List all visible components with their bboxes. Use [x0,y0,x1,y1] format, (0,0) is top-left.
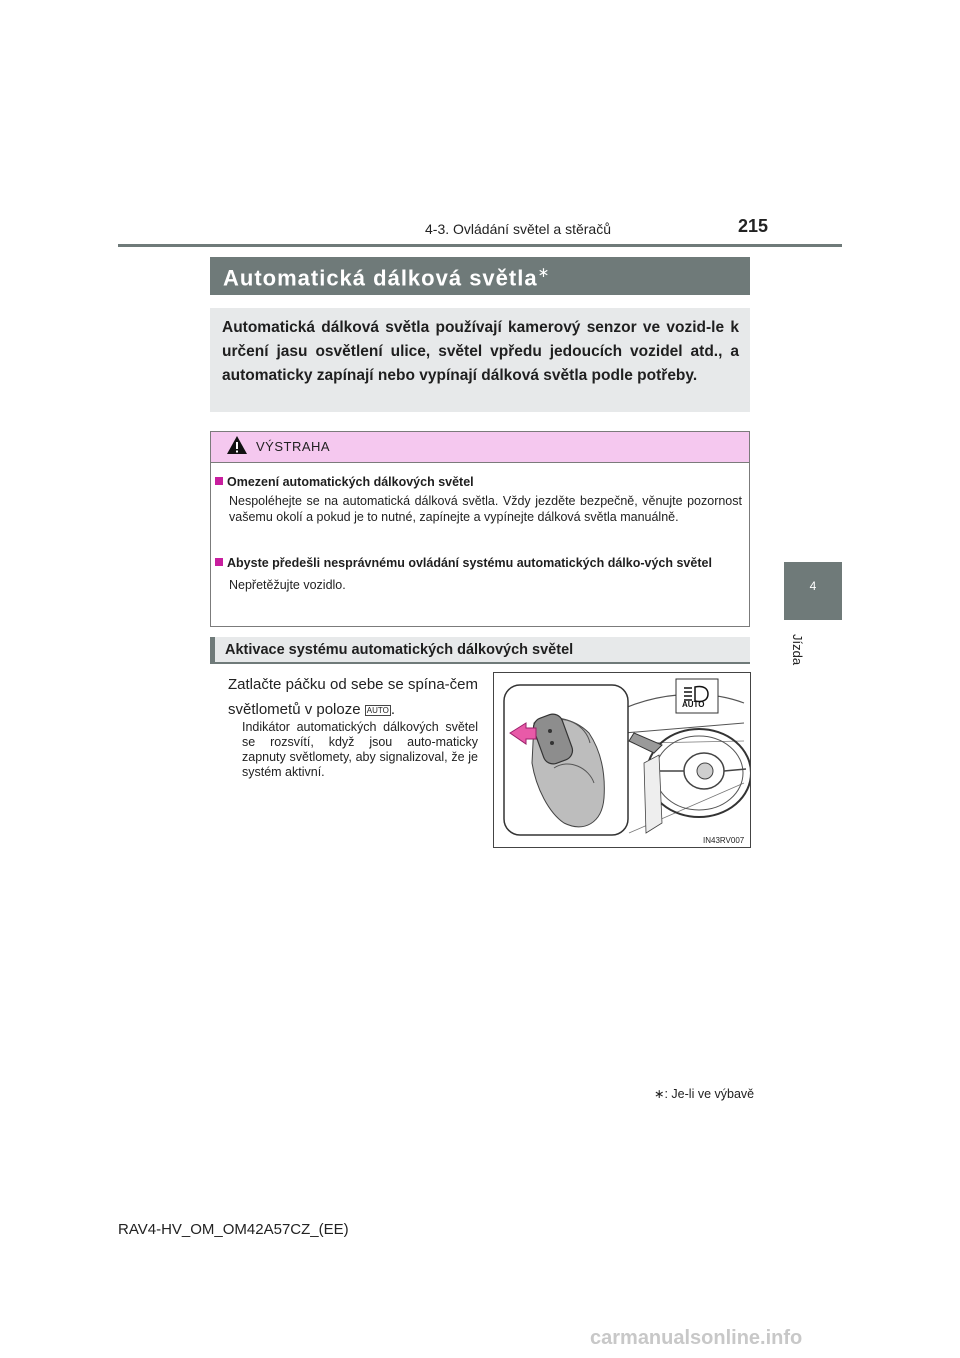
footnote [654,1086,754,1101]
figure-code: IN43RV007 [703,836,745,845]
step-text-end: . [390,701,395,718]
asterisk-icon: ∗ [654,1087,665,1101]
warning-item-text: Nespoléhejte se na automatická dálková světla. Vždy jezděte bezpečně, věnujte pozornost vašemu okolí a pokud je to nutné, zapínejte a vypínejte dálková světla manuálně. [229,494,742,524]
square-bullet-icon [215,477,223,485]
step-note: Indikátor automatických dálkových světel se rozsvítí, když jsou auto-maticky zapnuty světlomety, aby signalizoval, že je systém aktivní. [242,720,478,779]
square-bullet-icon [215,558,223,566]
warning-item-text: Nepřetěžujte vozidlo. [229,578,346,592]
warning-item-title: Omezení automatických dálkových světel [227,475,474,489]
asterisk-icon: ∗ [537,264,551,280]
warning-title: VÝSTRAHA [256,439,331,454]
document-code: RAV4-HV_OM_OM42A57CZ_(EE) [118,1221,349,1238]
warning-item-title: Abyste předešli nesprávnému ovládání systému automatických dálko-vých světel [227,556,712,570]
steering-lever-illustration [494,673,750,847]
header-rule [118,244,842,247]
subsection-title: Aktivace systému automatických dálkových světel [225,642,574,658]
intro-text: Automatická dálková světla používají kamerový senzor ve vozid-le k určení jasu osvětlení ulice, světel vpředu jedoucích vozidel atd., a automaticky zapínají nebo vypínají dálková světla podle potřeby. [222,319,739,384]
step-instruction [228,672,478,722]
auto-indicator-label: AUTO [682,700,705,709]
page-number: 215 [738,216,769,236]
figure-illustration [493,672,751,848]
auto-symbol-icon: AUTO [366,706,389,715]
page-header-section: 4-3. Ovládání světel a stěračů [425,221,611,237]
warning-item [215,474,742,525]
step-text: Zatlačte páčku od sebe se spína-čem světlometů v poloze [228,676,478,718]
warning-triangle-icon [226,435,248,455]
warning-item [215,555,742,593]
section-title-text: Automatická dálková světla [223,265,538,291]
chapter-name: Jízda [790,634,805,666]
chapter-number: 4 [809,579,817,593]
watermark: carmanualsonline.info [590,1327,803,1349]
subsection-underline [210,662,750,664]
footnote-text: : Je-li ve výbavě [664,1087,755,1101]
section-title [223,264,550,291]
